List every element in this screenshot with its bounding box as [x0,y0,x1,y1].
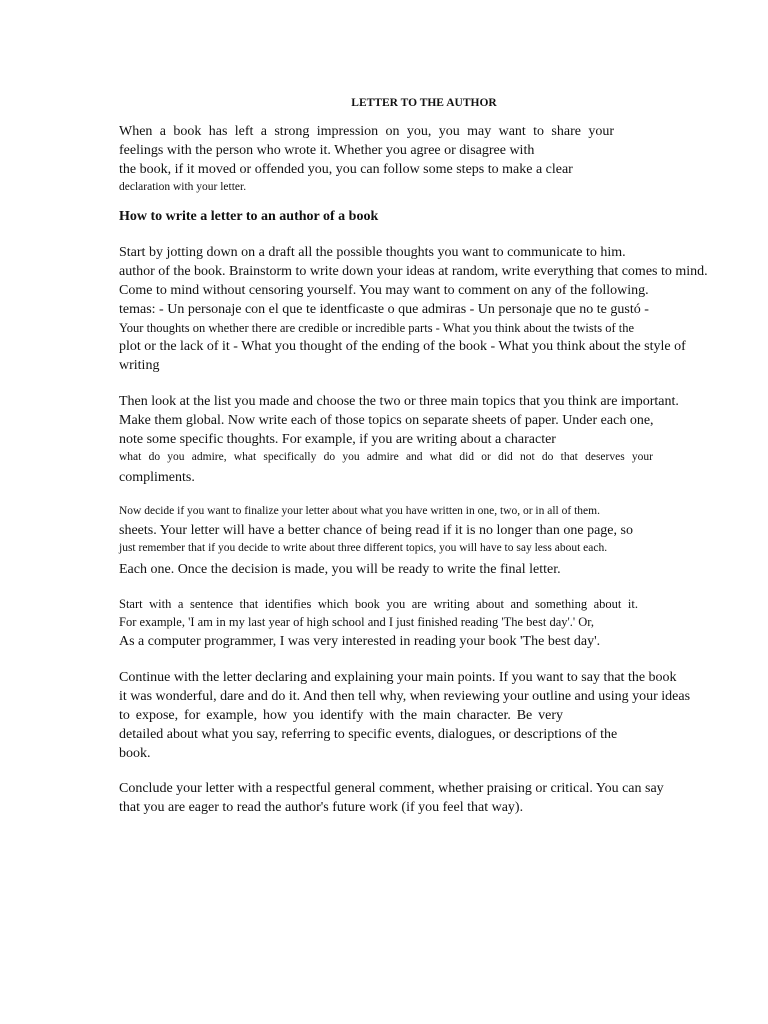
p1-line-2: author of the book. Brainstorm to write down your ideas at random, write everything that comes to mind. [119,264,708,279]
p1-line-4: temas: - Un personaje con el que te identficaste o que admiras - Un personaje que no te gustó - [119,302,649,317]
p4-line-1: Start with a sentence that identifies which book you are writing about and something about it. [119,597,638,611]
intro-line-3: the book, if it moved or offended you, you can follow some steps to make a clear [119,162,573,177]
intro-line-4: declaration with your letter. [119,181,247,193]
p2-line-1: Then look at the list you made and choose the two or three main topics that you think are important. [119,394,679,409]
p3-line-3: just remember that if you decide to write about three different topics, you will have to say less about each. [119,542,608,554]
p1-line-3: Come to mind without censoring yourself. You may want to comment on any of the following. [119,283,649,298]
p1-line-7: writing [119,358,160,373]
p1-line-5: Your thoughts on whether there are credible or incredible parts - What you think about the twists of the [119,321,635,335]
p2-line-2: Make them global. Now write each of those topics on separate sheets of paper. Under each one, [119,413,654,428]
intro-line-1: When a book has left a strong impression on you, you may want to share your [119,124,614,139]
document-title: LETTER TO THE AUTHOR [351,97,497,109]
p2-line-3: note some specific thoughts. For example, if you are writing about a character [119,432,556,447]
p3-line-2: sheets. Your letter will have a better chance of being read if it is no longer than one page, so [119,523,633,538]
p2-line-5: compliments. [119,470,195,485]
section-heading: How to write a letter to an author of a book [119,209,379,224]
p3-line-1: Now decide if you want to finalize your letter about what you have written in one, two, or in all of them. [119,505,600,517]
p4-line-2: For example, 'I am in my last year of high school and I just finished reading 'The best day'.' Or, [119,615,595,629]
p5-line-4: detailed about what you say, referring to specific events, dialogues, or descriptions of the [119,727,618,742]
p5-line-1: Continue with the letter declaring and explaining your main points. If you want to say that the book [119,670,677,685]
p5-line-3: to expose, for example, how you identify with the main character. Be very [119,708,563,723]
p6-line-1: Conclude your letter with a respectful general comment, whether praising or critical. You can say [119,781,664,796]
p3-line-4: Each one. Once the decision is made, you will be ready to write the final letter. [119,562,561,577]
p4-line-3: As a computer programmer, I was very interested in reading your book 'The best day'. [119,634,601,649]
p5-line-5: book. [119,746,151,761]
p1-line-1: Start by jotting down on a draft all the possible thoughts you want to communicate to him. [119,245,626,260]
p6-line-2: that you are eager to read the author's future work (if you feel that way). [119,800,524,815]
p1-line-6: plot or the lack of it - What you thought of the ending of the book - What you think about the style of [119,339,686,354]
p2-line-4: what do you admire, what specifically do you admire and what did or did not do that deserves your [119,451,653,463]
intro-line-2: feelings with the person who wrote it. Whether you agree or disagree with [119,143,535,158]
p5-line-2: it was wonderful, dare and do it. And then tell why, when reviewing your outline and using your ideas [119,689,691,704]
